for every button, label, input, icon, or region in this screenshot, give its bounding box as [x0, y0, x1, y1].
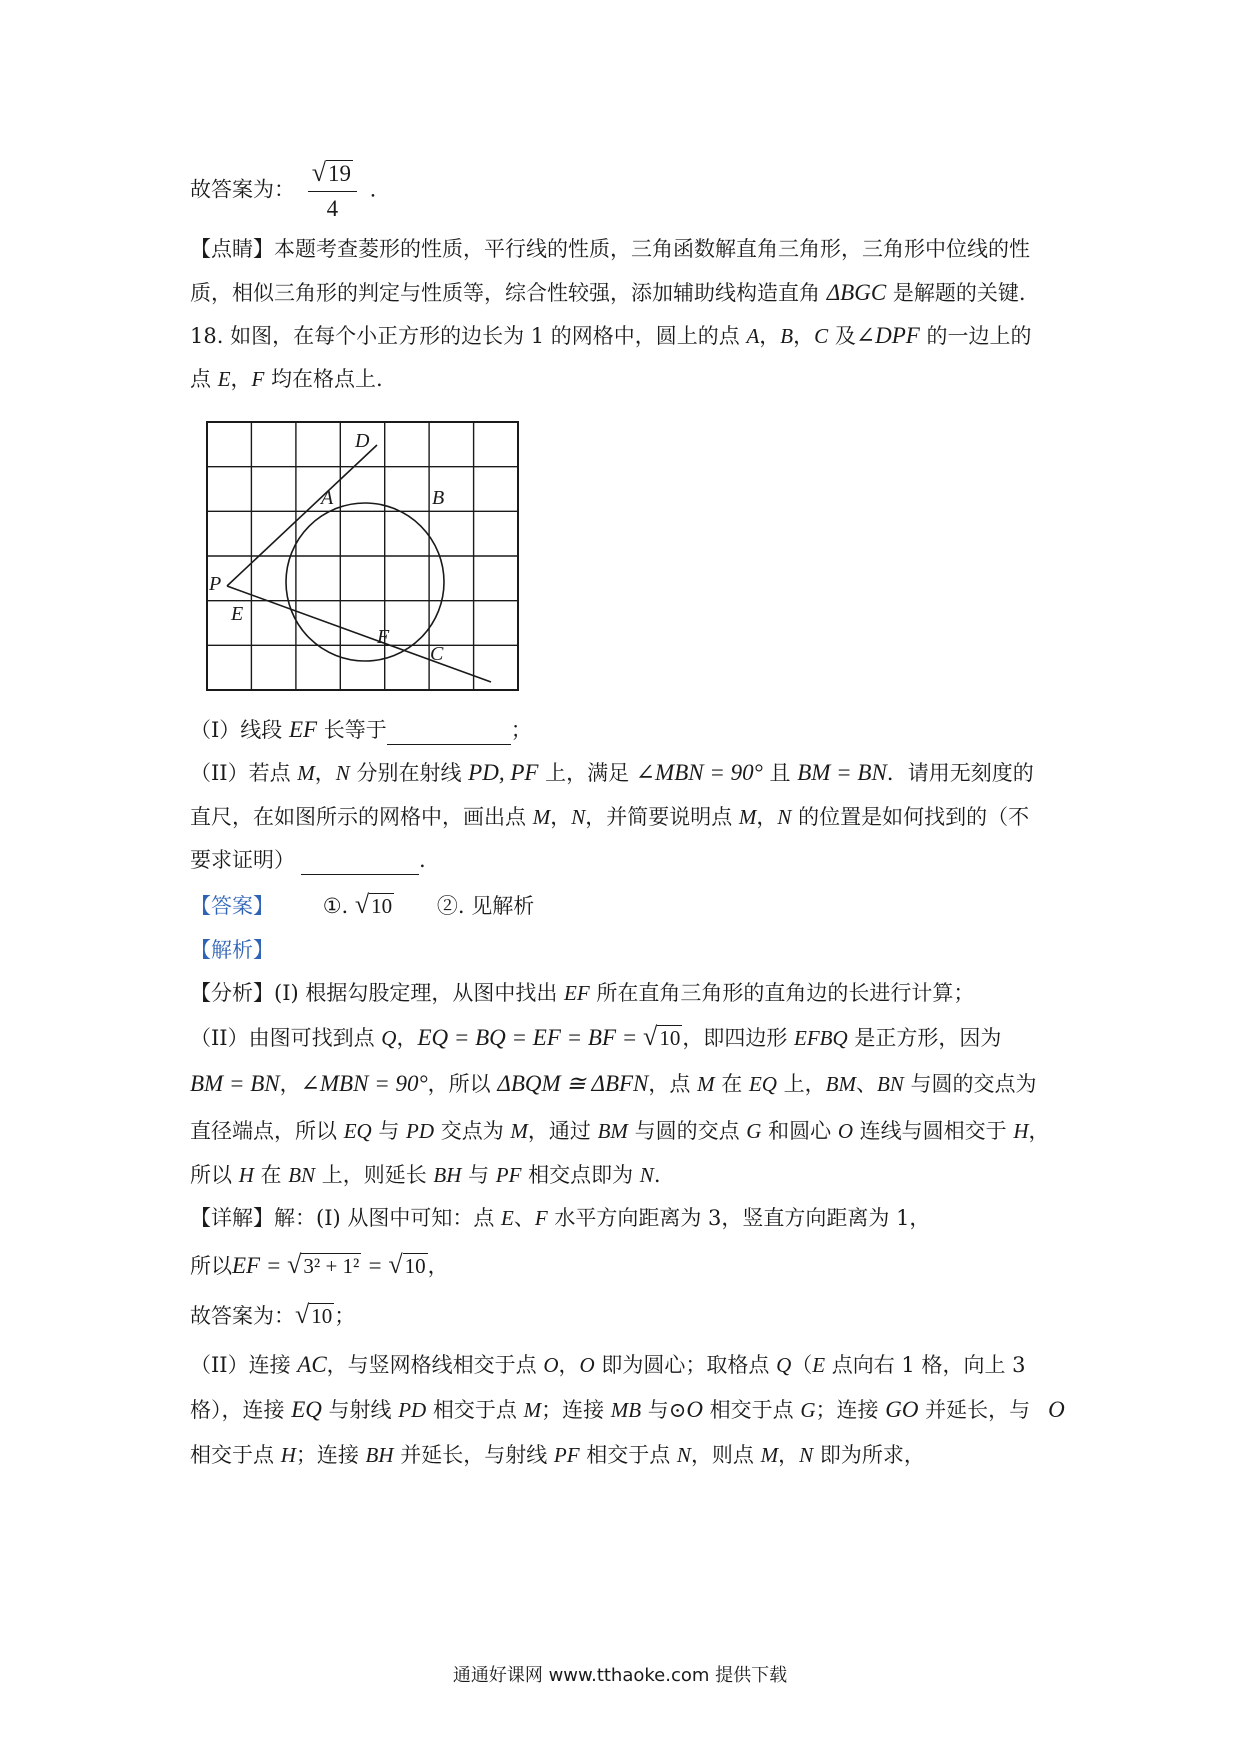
angle-MBN: ∠MBN = 90°: [300, 1071, 428, 1096]
var-PF: PF: [495, 1163, 522, 1187]
detail-line-6: [190, 1440, 925, 1470]
var-GO: GO: [885, 1397, 919, 1422]
analysis-text: （II）由图可找到点: [190, 1026, 382, 1050]
var-H: H: [238, 1163, 254, 1187]
var-N: N: [676, 1443, 691, 1467]
analysis-line-5: [190, 1160, 661, 1190]
part2-text: 直尺，在如图所示的网格中，画出点: [190, 805, 533, 829]
comment-math: ΔBGC: [826, 280, 887, 305]
answer-line-prev: [190, 158, 376, 224]
var-B: B: [780, 324, 794, 348]
analysis-text: 连线与圆相交于: [852, 1119, 1014, 1143]
var-N: N: [571, 805, 586, 829]
sqrt-10: √10: [388, 1250, 426, 1279]
detail-text: 与射线: [321, 1398, 399, 1422]
detail-line-5: [190, 1395, 1065, 1425]
var-AC: AC: [297, 1352, 327, 1377]
var-N: N: [335, 761, 350, 785]
question-18-line-1: [190, 321, 1032, 351]
var-O: O: [543, 1353, 559, 1377]
sqrt-numerator: √19: [311, 158, 351, 187]
var-M: M: [760, 1443, 779, 1467]
question-18-line-2: [190, 364, 383, 394]
detail-text: 并延长，与射线: [393, 1443, 554, 1467]
analysis-text: ，通过: [527, 1119, 598, 1143]
detail-text: 水平方向距离为 3，竖直方向距离为 1，: [547, 1206, 931, 1230]
sqrt-pythagoras: √3² + 1²: [287, 1250, 360, 1279]
answer-line: [190, 890, 534, 921]
analysis-text: 直径端点，所以: [190, 1119, 344, 1143]
detail-text: ，则点: [690, 1443, 761, 1467]
comma: ，: [427, 1254, 449, 1278]
eq-square-sides: EQ = BQ = EF = BF =: [417, 1025, 644, 1050]
detail-text: 相交于点: [703, 1398, 801, 1422]
var-E: E: [501, 1206, 514, 1230]
comment-tag: 【点睛】: [190, 237, 274, 261]
angle-DPF: ∠DPF: [855, 323, 920, 348]
comma: ，: [793, 324, 815, 348]
q18-text: 均在格点上.: [264, 367, 383, 391]
comment-text-2a: 质，相似三角形的判定与性质等，综合性较强，添加辅助线构造直角: [190, 281, 820, 305]
paren: （: [791, 1353, 813, 1377]
grid-figure: [205, 420, 525, 695]
comma: ，: [756, 805, 778, 829]
denominator: 4: [326, 196, 339, 221]
detail-text: 并延长，与: [918, 1398, 1031, 1422]
var-E: E: [217, 367, 231, 391]
var-EQ: EQ: [748, 1072, 777, 1096]
var-O: O: [837, 1119, 853, 1143]
q18-text: 的一边上的: [919, 324, 1032, 348]
var-F: F: [534, 1206, 548, 1230]
semicolon: ；: [510, 718, 532, 742]
q18-text: 及: [828, 324, 856, 348]
circle: [286, 503, 444, 661]
var-BM: BM: [597, 1119, 628, 1143]
var-O: O: [686, 1397, 703, 1422]
equals: =: [361, 1253, 389, 1278]
var-O: O: [579, 1353, 595, 1377]
part2-text: 要求证明）: [190, 848, 295, 872]
comment-text: 本题考查菱形的性质，平行线的性质，三角函数解直角三角形，三角形中位线的性: [274, 237, 1030, 261]
detail-text: 格），连接: [190, 1398, 292, 1422]
detail-line-3: [190, 1300, 355, 1331]
semicolon: ；: [334, 1304, 356, 1328]
analysis-text: ，点: [648, 1072, 698, 1096]
q18-text: 18. 如图，在每个小正方形的边长为 1 的网格中，圆上的点: [190, 324, 747, 348]
var-BN: BN: [876, 1072, 904, 1096]
var-H: H: [1013, 1119, 1029, 1143]
detail-text: ，与竖网格线相交于点: [326, 1353, 544, 1377]
comma: ，: [314, 761, 336, 785]
label-D: D: [355, 430, 370, 452]
var-A: A: [746, 324, 760, 348]
detail-text: 所以: [190, 1254, 232, 1278]
part-2-line-2: [190, 802, 1029, 832]
part2-text: ，并简要说明点: [585, 805, 739, 829]
analysis-text: 相交点即为: [521, 1163, 640, 1187]
eq-EF: EF =: [232, 1253, 288, 1278]
detail-line-2: [190, 1250, 449, 1281]
analysis-text: 与: [461, 1163, 496, 1187]
var-EFBQ: EFBQ: [794, 1026, 848, 1050]
rays-PD-PF: PD, PF: [468, 760, 539, 785]
comment-text-2c: 是解题的关键.: [886, 281, 1026, 305]
answer-blank-2[interactable]: [301, 852, 419, 875]
detail-text: 相交于点: [426, 1398, 524, 1422]
detail-text: 点向右 1 格，向上 3: [825, 1353, 1026, 1377]
detail-text: ；连接: [815, 1398, 886, 1422]
label-P: P: [209, 573, 222, 595]
var-EF: EF: [288, 717, 318, 742]
label-B: B: [432, 487, 445, 509]
answer-2-label: ②. 见解析: [436, 894, 535, 918]
part2-text: 的位置是如何找到的（不: [791, 805, 1030, 829]
comma: ，: [558, 1353, 580, 1377]
answer-blank-1[interactable]: [387, 722, 511, 745]
analysis-line-1: [190, 978, 974, 1008]
label-E: E: [231, 603, 244, 625]
analysis-text: 在: [253, 1163, 289, 1187]
period: .: [653, 1163, 661, 1187]
detail-text: 【详解】解：(I) 从图中可知：点: [190, 1206, 502, 1230]
var-M: M: [510, 1119, 528, 1143]
var-H: H: [280, 1443, 296, 1467]
comma: ，: [396, 1026, 418, 1050]
comma: ，: [759, 324, 781, 348]
detail-text: 与⊙: [641, 1398, 687, 1422]
var-N: N: [777, 805, 792, 829]
label-C: C: [430, 643, 444, 665]
var-M: M: [297, 761, 315, 785]
var-E: E: [812, 1353, 826, 1377]
part1-text: 长等于: [317, 718, 387, 742]
var-M: M: [738, 805, 757, 829]
answer-1-label: ①.: [322, 894, 349, 918]
var-EQ: EQ: [343, 1119, 372, 1143]
label-F: F: [377, 626, 390, 648]
detail-text: 即为圆心；取格点: [594, 1353, 777, 1377]
analysis-text: ，即四边形: [682, 1026, 795, 1050]
angle-MBN: ∠MBN = 90°: [635, 760, 763, 785]
analysis-text: 和圆心: [761, 1119, 838, 1143]
var-F: F: [251, 367, 265, 391]
var-Q: Q: [381, 1026, 397, 1050]
analysis-text: 与圆的交点为: [903, 1072, 1037, 1096]
comma: ，: [550, 805, 572, 829]
var-N: N: [799, 1443, 814, 1467]
analysis-text: 与圆的交点: [627, 1119, 747, 1143]
var-EF: EF: [564, 981, 590, 1005]
var-O: O: [1048, 1397, 1065, 1422]
answer-suffix: .: [369, 177, 377, 202]
detail-text: ；连接: [541, 1398, 611, 1422]
detail-text: （II）连接: [190, 1353, 298, 1377]
var-Q: Q: [776, 1353, 792, 1377]
var-C: C: [814, 324, 829, 348]
comment-line-1: [190, 234, 1030, 264]
part2-text: 上，满足: [538, 761, 636, 785]
part2-text: ．请用无刻度的: [886, 761, 1034, 785]
sqrt-10: √10: [643, 1022, 681, 1051]
analysis-line-3: [190, 1069, 1036, 1099]
var-M: M: [532, 805, 551, 829]
part2-text: 且: [762, 761, 798, 785]
q18-text: 点: [190, 367, 218, 391]
var-EQ: EQ: [291, 1397, 322, 1422]
var-PD: PD: [398, 1398, 427, 1422]
part-2-line-1: [190, 758, 1034, 788]
var-MB: MB: [610, 1398, 642, 1422]
detail-text: 相交于点: [190, 1443, 281, 1467]
analysis-text: 所以: [190, 1163, 239, 1187]
var-G: G: [800, 1398, 816, 1422]
analysis-text: 与: [371, 1119, 407, 1143]
label-A: A: [321, 487, 334, 509]
detail-text: 相交于点: [579, 1443, 677, 1467]
analysis-text: 在: [714, 1072, 749, 1096]
part-2-line-3: [190, 845, 426, 875]
var-PF: PF: [553, 1443, 580, 1467]
var-PD: PD: [406, 1119, 435, 1143]
comma: ，: [230, 367, 252, 391]
analysis-text: 【分析】(I) 根据勾股定理，从图中找出: [190, 981, 565, 1005]
detail-text: 故答案为：: [190, 1304, 295, 1328]
answer-tag: 【答案】: [190, 894, 274, 918]
part2-text: 分别在射线: [349, 761, 469, 785]
analysis-text: 上，: [776, 1072, 826, 1096]
var-M: M: [523, 1398, 542, 1422]
var-BH: BH: [365, 1443, 394, 1467]
congruent-triangles: ΔBQM ≅ ΔBFN: [497, 1071, 649, 1096]
comma: ，: [778, 1443, 800, 1467]
var-BN: BN: [288, 1163, 316, 1187]
analysis-text: 交点为: [434, 1119, 511, 1143]
part2-text: （II）若点: [190, 761, 298, 785]
analysis-text: 所在直角三角形的直角边的长进行计算；: [589, 981, 975, 1005]
part-1-line: [190, 715, 532, 745]
var-G: G: [746, 1119, 762, 1143]
detail-line-4: [190, 1350, 1026, 1380]
detail-text: 即为所求，: [813, 1443, 925, 1467]
analysis-tag-line: [190, 935, 274, 965]
comma: ，: [279, 1072, 301, 1096]
analysis-text: 上，则延长: [315, 1163, 434, 1187]
eq-BM-BN: BM = BN: [797, 760, 887, 785]
separator: 、: [513, 1206, 535, 1230]
answer-prefix: 故答案为：: [190, 177, 295, 202]
eq-BM-BN: BM = BN: [190, 1071, 280, 1096]
fraction: [308, 158, 357, 224]
var-BM: BM: [825, 1072, 856, 1096]
sqrt-answer: √10: [354, 890, 393, 919]
detail-line-1: [190, 1203, 930, 1233]
part1-text: （I）线段: [190, 718, 289, 742]
var-N: N: [639, 1163, 654, 1187]
grid-lines: [207, 422, 518, 690]
separator: 、: [855, 1072, 877, 1096]
analysis-tag: 【解析】: [190, 938, 274, 962]
comma: ，: [1028, 1119, 1050, 1143]
period: .: [419, 848, 426, 872]
page-footer: 通通好课网 www.tthaoke.com 提供下载: [452, 1665, 788, 1686]
sqrt-10: √10: [295, 1300, 333, 1329]
analysis-text: ，所以: [427, 1072, 498, 1096]
comment-line-2: [190, 278, 1026, 308]
var-BH: BH: [433, 1163, 462, 1187]
detail-text: ；连接: [295, 1443, 366, 1467]
analysis-text: 是正方形，因为: [847, 1026, 1002, 1050]
var-M: M: [697, 1072, 715, 1096]
analysis-line-4: [190, 1116, 1050, 1146]
analysis-line-2: [190, 1022, 1001, 1053]
